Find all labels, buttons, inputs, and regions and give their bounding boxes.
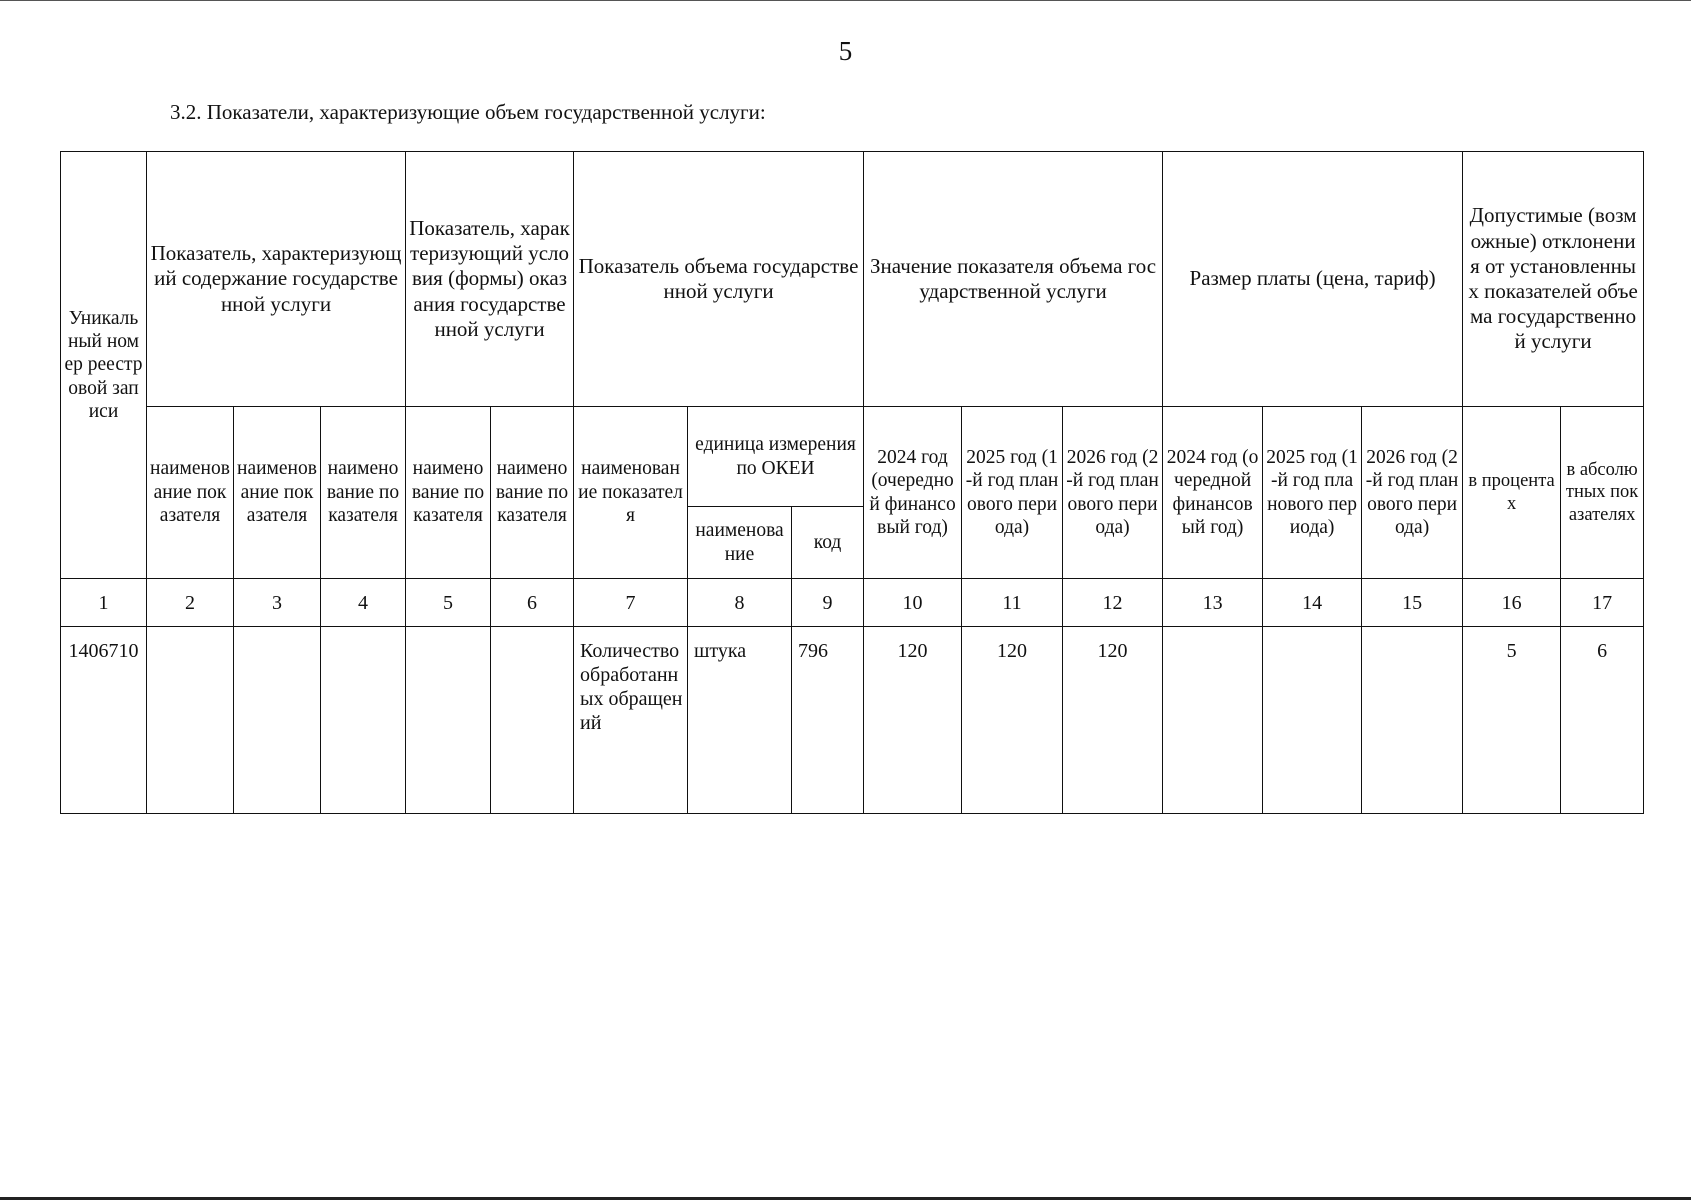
fee-2025-header: 2025 год (1-й год планового периода) [1263, 407, 1362, 579]
column-number: 6 [491, 579, 574, 627]
condition-indicator-name-1: наименование показателя [406, 407, 491, 579]
column-number: 16 [1463, 579, 1561, 627]
fee-header: Размер платы (цена, тариф) [1163, 152, 1463, 407]
okei-name-header: наименование [688, 507, 792, 579]
page-number: 5 [838, 36, 853, 66]
value-2026-cell: 120 [1063, 627, 1163, 814]
content-indicator-cell-3 [321, 627, 406, 814]
content-indicator-name-1: наименование показателя [147, 407, 234, 579]
header-sub-row [61, 407, 1644, 507]
column-number: 8 [688, 579, 792, 627]
fee-2026-header: 2026 год (2-й год планового периода) [1362, 407, 1463, 579]
header-group-row [61, 152, 1644, 407]
fee-2024-cell [1163, 627, 1263, 814]
okei-code-header: код [792, 507, 864, 579]
table-row [61, 627, 1644, 814]
scan-edge-top [0, 0, 1691, 1]
column-number: 7 [574, 579, 688, 627]
value-2025-cell: 120 [962, 627, 1063, 814]
deviation-percent-cell: 5 [1463, 627, 1561, 814]
deviation-absolute-cell: 6 [1561, 627, 1644, 814]
volume-indicator-name: наименование показателя [574, 407, 688, 579]
column-number: 2 [147, 579, 234, 627]
fee-2024-header: 2024 год (очередной финансовый год) [1163, 407, 1263, 579]
column-number: 15 [1362, 579, 1463, 627]
value-2024-cell: 120 [864, 627, 962, 814]
column-number-row [61, 579, 1644, 627]
condition-indicator-cell-2 [491, 627, 574, 814]
content-indicator-header: Показатель, характеризующий содержание государственной услуги [147, 152, 406, 407]
okei-unit-header: единица измерения по ОКЕИ [688, 407, 864, 507]
column-number: 9 [792, 579, 864, 627]
service-volume-table [60, 151, 1644, 814]
deviation-percent-header: в процентах [1463, 407, 1561, 579]
content-indicator-cell-1 [147, 627, 234, 814]
column-number: 3 [234, 579, 321, 627]
conditions-indicator-header: Показатель, характеризующий условия (формы) оказания государственной услуги [406, 152, 574, 407]
fee-2025-cell [1263, 627, 1362, 814]
volume-indicator-name-cell: Количество обработанных обращений [574, 627, 688, 814]
registry-number-header: Уникальный номер реестровой записи [61, 152, 147, 579]
value-2026-header: 2026 год (2-й год планового периода) [1063, 407, 1163, 579]
content-indicator-name-3: наименование показателя [321, 407, 406, 579]
unit-name-cell: штука [688, 627, 792, 814]
column-number: 11 [962, 579, 1063, 627]
column-number: 5 [406, 579, 491, 627]
column-number: 10 [864, 579, 962, 627]
volume-value-header: Значение показателя объема государственной услуги [864, 152, 1163, 407]
registry-number-cell: 1406710 [61, 627, 147, 814]
column-number: 13 [1163, 579, 1263, 627]
deviations-header: Допустимые (возможные) отклонения от установленных показателей объема государственной услуги [1463, 152, 1644, 407]
value-2025-header: 2025 год (1-й год планового периода) [962, 407, 1063, 579]
column-number: 14 [1263, 579, 1362, 627]
column-number: 1 [61, 579, 147, 627]
fee-2026-cell [1362, 627, 1463, 814]
deviation-absolute-header: в абсолютных показателях [1561, 407, 1644, 579]
content-indicator-name-2: наименование показателя [234, 407, 321, 579]
section-title: 3.2. Показатели, характеризующие объем государственной услуги: [170, 100, 766, 124]
column-number: 12 [1063, 579, 1163, 627]
condition-indicator-name-2: наименование показателя [491, 407, 574, 579]
column-number: 17 [1561, 579, 1644, 627]
value-2024-header: 2024 год (очередной финансовый год) [864, 407, 962, 579]
column-number: 4 [321, 579, 406, 627]
volume-indicator-header: Показатель объема государственной услуги [574, 152, 864, 407]
condition-indicator-cell-1 [406, 627, 491, 814]
unit-code-cell: 796 [792, 627, 864, 814]
content-indicator-cell-2 [234, 627, 321, 814]
